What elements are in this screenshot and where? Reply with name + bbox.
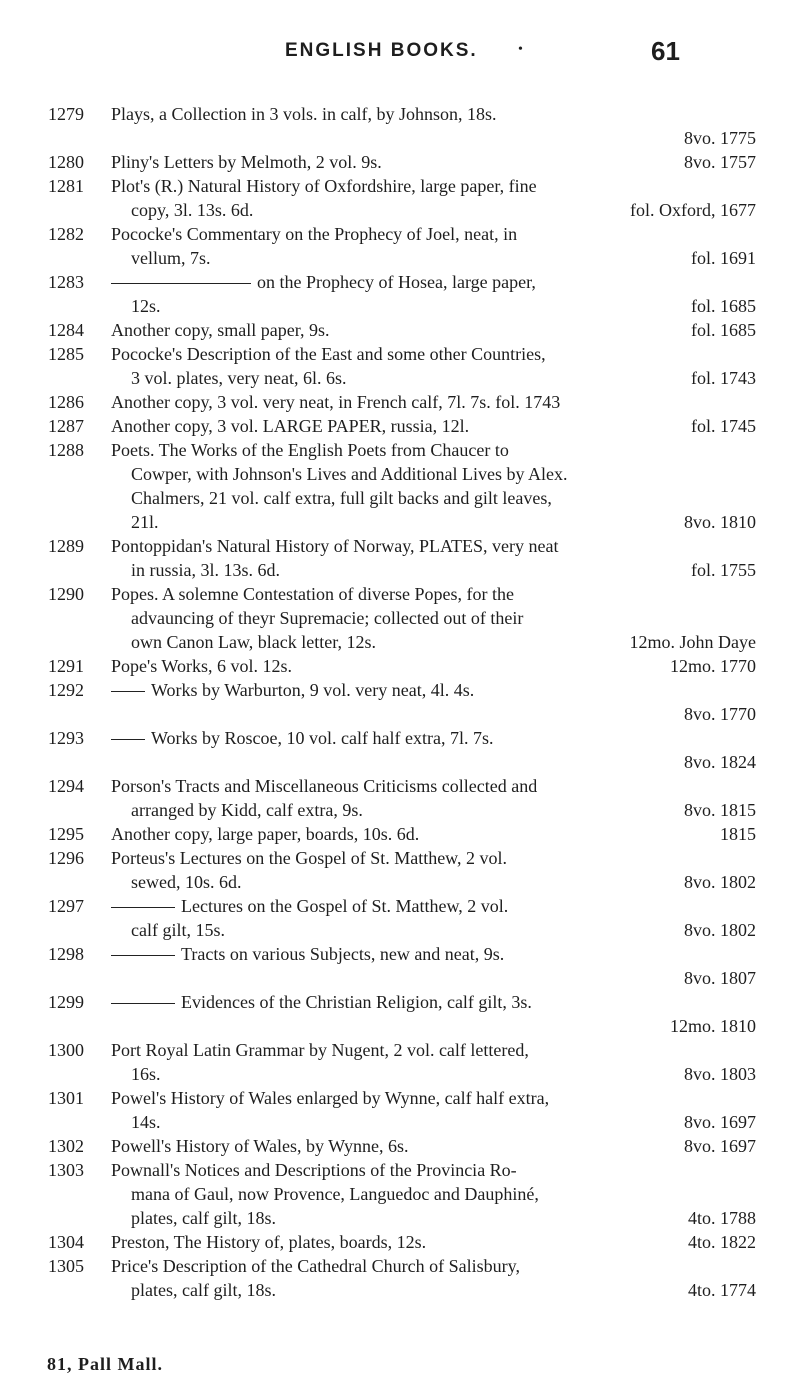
page-number: 61 bbox=[651, 36, 680, 66]
entry-line bbox=[131, 1278, 756, 1302]
catalogue-entry bbox=[0, 1230, 801, 1254]
entry-text: Another copy, 3 vol. very neat, in French calf, 7l. 7s. fol. 1743 bbox=[111, 392, 561, 412]
entry-line bbox=[111, 846, 756, 870]
entry-format-date: 8vo. 1757 bbox=[684, 152, 756, 172]
entry-number: 1303 bbox=[48, 1160, 84, 1180]
catalogue-entry bbox=[0, 654, 801, 678]
entry-number: 1305 bbox=[48, 1256, 84, 1276]
ditto-dash bbox=[111, 907, 175, 908]
entry-line bbox=[111, 438, 756, 462]
entry-format-date: 8vo. 1815 bbox=[684, 800, 756, 820]
entry-text: Another copy, 3 vol. LARGE PAPER, russia, 12l. bbox=[111, 416, 470, 436]
entry-text: copy, 3l. 13s. 6d. bbox=[131, 200, 254, 220]
catalogue-entry bbox=[0, 990, 801, 1038]
catalogue-entry bbox=[0, 1254, 801, 1302]
catalogue-entry bbox=[0, 582, 801, 654]
catalogue-entry bbox=[0, 342, 801, 390]
catalogue-entry bbox=[0, 894, 801, 942]
catalogue-entry bbox=[0, 222, 801, 270]
entry-number: 1286 bbox=[48, 392, 84, 412]
entry-line bbox=[111, 414, 756, 438]
entry-text: Price's Description of the Cathedral Church of Salisbury, bbox=[111, 1256, 520, 1276]
entry-line bbox=[131, 918, 756, 942]
entry-line bbox=[131, 630, 756, 654]
entry-text: Another copy, small paper, 9s. bbox=[111, 320, 330, 340]
entry-text: 21l. bbox=[131, 512, 159, 532]
entry-text: Popes. A solemne Contestation of diverse Popes, for the bbox=[111, 584, 514, 604]
entry-number: 1288 bbox=[48, 440, 84, 460]
entry-text: Chalmers, 21 vol. calf extra, full gilt backs and gilt leaves, bbox=[131, 488, 552, 508]
entry-format-date: 8vo. 1803 bbox=[684, 1064, 756, 1084]
entry-text: mana of Gaul, now Provence, Languedoc and Dauphiné, bbox=[131, 1184, 539, 1204]
entry-line bbox=[131, 462, 756, 486]
entry-line bbox=[111, 150, 756, 174]
entry-text: own Canon Law, black letter, 12s. bbox=[131, 632, 377, 652]
entry-text: Porteus's Lectures on the Gospel of St. Matthew, 2 vol. bbox=[111, 848, 508, 868]
entry-text: 8vo. 1775 bbox=[684, 128, 756, 148]
entry-format-date: 12mo. 1770 bbox=[669, 656, 756, 676]
entry-line bbox=[111, 534, 756, 558]
entry-line bbox=[111, 390, 756, 414]
entry-number: 1292 bbox=[48, 680, 84, 700]
entry-text: Pope's Works, 6 vol. 12s. bbox=[111, 656, 292, 676]
catalogue-entry bbox=[0, 390, 801, 414]
entry-text: Powell's History of Wales, by Wynne, 6s. bbox=[111, 1136, 409, 1156]
entry-line bbox=[131, 294, 756, 318]
entry-line bbox=[131, 606, 756, 630]
entry-text: Pontoppidan's Natural History of Norway, PLATES, very neat bbox=[111, 536, 559, 556]
entry-text: plates, calf gilt, 18s. bbox=[131, 1280, 276, 1300]
entry-text: 12s. bbox=[131, 296, 161, 316]
entry-line bbox=[131, 1182, 756, 1206]
entry-text: Pliny's Letters by Melmoth, 2 vol. 9s. bbox=[111, 152, 382, 172]
entry-format-date: fol. 1743 bbox=[691, 368, 756, 388]
entry-format-date: fol. 1685 bbox=[691, 320, 756, 340]
entry-line bbox=[131, 126, 756, 150]
catalogue-entry bbox=[0, 174, 801, 222]
ditto-dash bbox=[111, 691, 145, 692]
entry-number: 1302 bbox=[48, 1136, 84, 1156]
entry-text: 8vo. 1770 bbox=[684, 704, 756, 724]
entry-number: 1285 bbox=[48, 344, 84, 364]
catalogue-entry bbox=[0, 1038, 801, 1086]
entry-format-date: 4to. 1774 bbox=[687, 1280, 756, 1300]
catalogue-entry bbox=[0, 318, 801, 342]
entry-text: Another copy, large paper, boards, 10s. 6d. bbox=[111, 824, 420, 844]
entry-text: Pownall's Notices and Descriptions of the Provincia Ro- bbox=[111, 1160, 517, 1180]
entry-number: 1293 bbox=[48, 728, 84, 748]
entry-number: 1294 bbox=[48, 776, 84, 796]
catalogue-entry bbox=[0, 822, 801, 846]
entry-number: 1287 bbox=[48, 416, 84, 436]
entry-line bbox=[111, 1158, 756, 1182]
entry-text: in russia, 3l. 13s. 6d. bbox=[131, 560, 281, 580]
running-title: ENGLISH BOOKS. bbox=[285, 40, 478, 61]
catalogue-entry bbox=[0, 534, 801, 582]
header-bullet: • bbox=[518, 42, 523, 57]
entry-text: Lectures on the Gospel of St. Matthew, 2 vol. bbox=[181, 896, 509, 916]
entry-line bbox=[131, 1110, 756, 1134]
entry-text: plates, calf gilt, 18s. bbox=[131, 1208, 276, 1228]
entry-text: Porson's Tracts and Miscellaneous Criticisms collected and bbox=[111, 776, 538, 796]
entry-number: 1289 bbox=[48, 536, 84, 556]
entry-line bbox=[111, 726, 756, 750]
entry-format-date: fol. 1691 bbox=[691, 248, 756, 268]
entry-number: 1297 bbox=[48, 896, 84, 916]
entry-line bbox=[111, 774, 756, 798]
entry-line bbox=[111, 1254, 756, 1278]
entry-text: vellum, 7s. bbox=[131, 248, 211, 268]
entry-line bbox=[131, 1014, 756, 1038]
catalogue-entry bbox=[0, 846, 801, 894]
entry-line bbox=[131, 198, 756, 222]
entry-format-date: 8vo. 1802 bbox=[684, 920, 756, 940]
entry-text: 14s. bbox=[131, 1112, 161, 1132]
entry-line bbox=[111, 1134, 756, 1158]
entry-line bbox=[111, 174, 756, 198]
entry-text: 3 vol. plates, very neat, 6l. 6s. bbox=[131, 368, 347, 388]
catalogue-entry bbox=[0, 1158, 801, 1230]
entry-line bbox=[111, 1230, 756, 1254]
entry-line bbox=[111, 942, 756, 966]
entry-number: 1280 bbox=[48, 152, 84, 172]
entry-number: 1298 bbox=[48, 944, 84, 964]
entry-format-date: fol. 1685 bbox=[691, 296, 756, 316]
entry-number: 1290 bbox=[48, 584, 84, 604]
catalogue-entry bbox=[0, 438, 801, 534]
entry-text: 8vo. 1824 bbox=[684, 752, 756, 772]
entry-format-date: 1815 bbox=[720, 824, 756, 844]
catalogue-entry bbox=[0, 1134, 801, 1158]
entry-text: Powel's History of Wales enlarged by Wynne, calf half extra, bbox=[111, 1088, 550, 1108]
catalogue-entry bbox=[0, 774, 801, 822]
entry-line bbox=[131, 870, 756, 894]
entry-number: 1279 bbox=[48, 104, 84, 124]
entry-format-date: fol. Oxford, 1677 bbox=[630, 200, 756, 220]
entry-line bbox=[111, 582, 756, 606]
ditto-dash bbox=[111, 1003, 175, 1004]
catalogue-entry bbox=[0, 150, 801, 174]
entry-number: 1282 bbox=[48, 224, 84, 244]
ditto-dash bbox=[111, 739, 145, 740]
catalogue-entry bbox=[0, 678, 801, 726]
entry-text: sewed, 10s. 6d. bbox=[131, 872, 242, 892]
entry-line bbox=[111, 678, 756, 702]
entry-format-date: 4to. 1822 bbox=[687, 1232, 756, 1252]
entry-line bbox=[131, 1062, 756, 1086]
entry-text: Plot's (R.) Natural History of Oxfordshire, large paper, fine bbox=[111, 176, 537, 196]
entry-format-date: 8vo. 1697 bbox=[684, 1112, 756, 1132]
entry-line bbox=[111, 342, 756, 366]
entry-line bbox=[111, 222, 756, 246]
entry-list bbox=[0, 102, 801, 1302]
entry-number: 1283 bbox=[48, 272, 84, 292]
entry-number: 1296 bbox=[48, 848, 84, 868]
entry-line bbox=[131, 510, 756, 534]
entry-line bbox=[131, 246, 756, 270]
entry-line bbox=[131, 750, 756, 774]
catalogue-entry bbox=[0, 1086, 801, 1134]
catalogue-entry bbox=[0, 942, 801, 990]
entry-number: 1304 bbox=[48, 1232, 84, 1252]
page-header bbox=[0, 36, 801, 70]
entry-line bbox=[111, 822, 756, 846]
catalogue-entry bbox=[0, 102, 801, 150]
entry-line bbox=[131, 366, 756, 390]
entry-text: calf gilt, 15s. bbox=[131, 920, 225, 940]
entry-format-date: 8vo. 1810 bbox=[684, 512, 756, 532]
entry-text: Pococke's Description of the East and some other Countries, bbox=[111, 344, 546, 364]
entry-line bbox=[131, 798, 756, 822]
entry-number: 1281 bbox=[48, 176, 84, 196]
entry-text: Tracts on various Subjects, new and neat, 9s. bbox=[181, 944, 505, 964]
entry-line bbox=[131, 966, 756, 990]
entry-line bbox=[111, 270, 756, 294]
entry-text: advauncing of theyr Supremacie; collected out of their bbox=[131, 608, 524, 628]
entry-number: 1295 bbox=[48, 824, 84, 844]
entry-line bbox=[131, 558, 756, 582]
entry-text: Pococke's Commentary on the Prophecy of Joel, neat, in bbox=[111, 224, 518, 244]
entry-text: 16s. bbox=[131, 1064, 161, 1084]
entry-text: Plays, a Collection in 3 vols. in calf, by Johnson, 18s. bbox=[111, 104, 497, 124]
entry-number: 1284 bbox=[48, 320, 84, 340]
ditto-dash bbox=[111, 283, 251, 284]
entry-number: 1300 bbox=[48, 1040, 84, 1060]
entry-format-date: 8vo. 1697 bbox=[684, 1136, 756, 1156]
entry-line bbox=[111, 654, 756, 678]
catalogue-entry bbox=[0, 726, 801, 774]
footer-imprint: 81, Pall Mall. bbox=[47, 1354, 163, 1374]
entry-line bbox=[111, 1038, 756, 1062]
ditto-dash bbox=[111, 955, 175, 956]
entry-text: Evidences of the Christian Religion, calf gilt, 3s. bbox=[181, 992, 532, 1012]
entry-number: 1301 bbox=[48, 1088, 84, 1108]
entry-line bbox=[131, 486, 756, 510]
entry-text: on the Prophecy of Hosea, large paper, bbox=[257, 272, 536, 292]
entry-line bbox=[111, 990, 756, 1014]
entry-format-date: 12mo. John Daye bbox=[629, 632, 756, 652]
entry-text: Works by Roscoe, 10 vol. calf half extra, 7l. 7s. bbox=[151, 728, 494, 748]
entry-line bbox=[131, 702, 756, 726]
catalogue-entry bbox=[0, 414, 801, 438]
entry-line bbox=[111, 1086, 756, 1110]
entry-text: Works by Warburton, 9 vol. very neat, 4l. 4s. bbox=[151, 680, 475, 700]
entry-format-date: fol. 1755 bbox=[691, 560, 756, 580]
entry-line bbox=[131, 1206, 756, 1230]
entry-text: 12mo. 1810 bbox=[669, 1016, 756, 1036]
entry-line bbox=[111, 102, 756, 126]
entry-text: Port Royal Latin Grammar by Nugent, 2 vol. calf lettered, bbox=[111, 1040, 529, 1060]
entry-format-date: 4to. 1788 bbox=[687, 1208, 756, 1228]
entry-text: Poets. The Works of the English Poets from Chaucer to bbox=[111, 440, 509, 460]
entry-text: Preston, The History of, plates, boards, 12s. bbox=[111, 1232, 427, 1252]
entry-number: 1291 bbox=[48, 656, 84, 676]
entry-format-date: fol. 1745 bbox=[691, 416, 756, 436]
entry-line bbox=[111, 894, 756, 918]
entry-format-date: 8vo. 1802 bbox=[684, 872, 756, 892]
entry-text: arranged by Kidd, calf extra, 9s. bbox=[131, 800, 363, 820]
catalogue-entry bbox=[0, 270, 801, 318]
entry-number: 1299 bbox=[48, 992, 84, 1012]
entry-line bbox=[111, 318, 756, 342]
entry-text: Cowper, with Johnson's Lives and Additional Lives by Alex. bbox=[131, 464, 568, 484]
entry-text: 8vo. 1807 bbox=[684, 968, 756, 988]
